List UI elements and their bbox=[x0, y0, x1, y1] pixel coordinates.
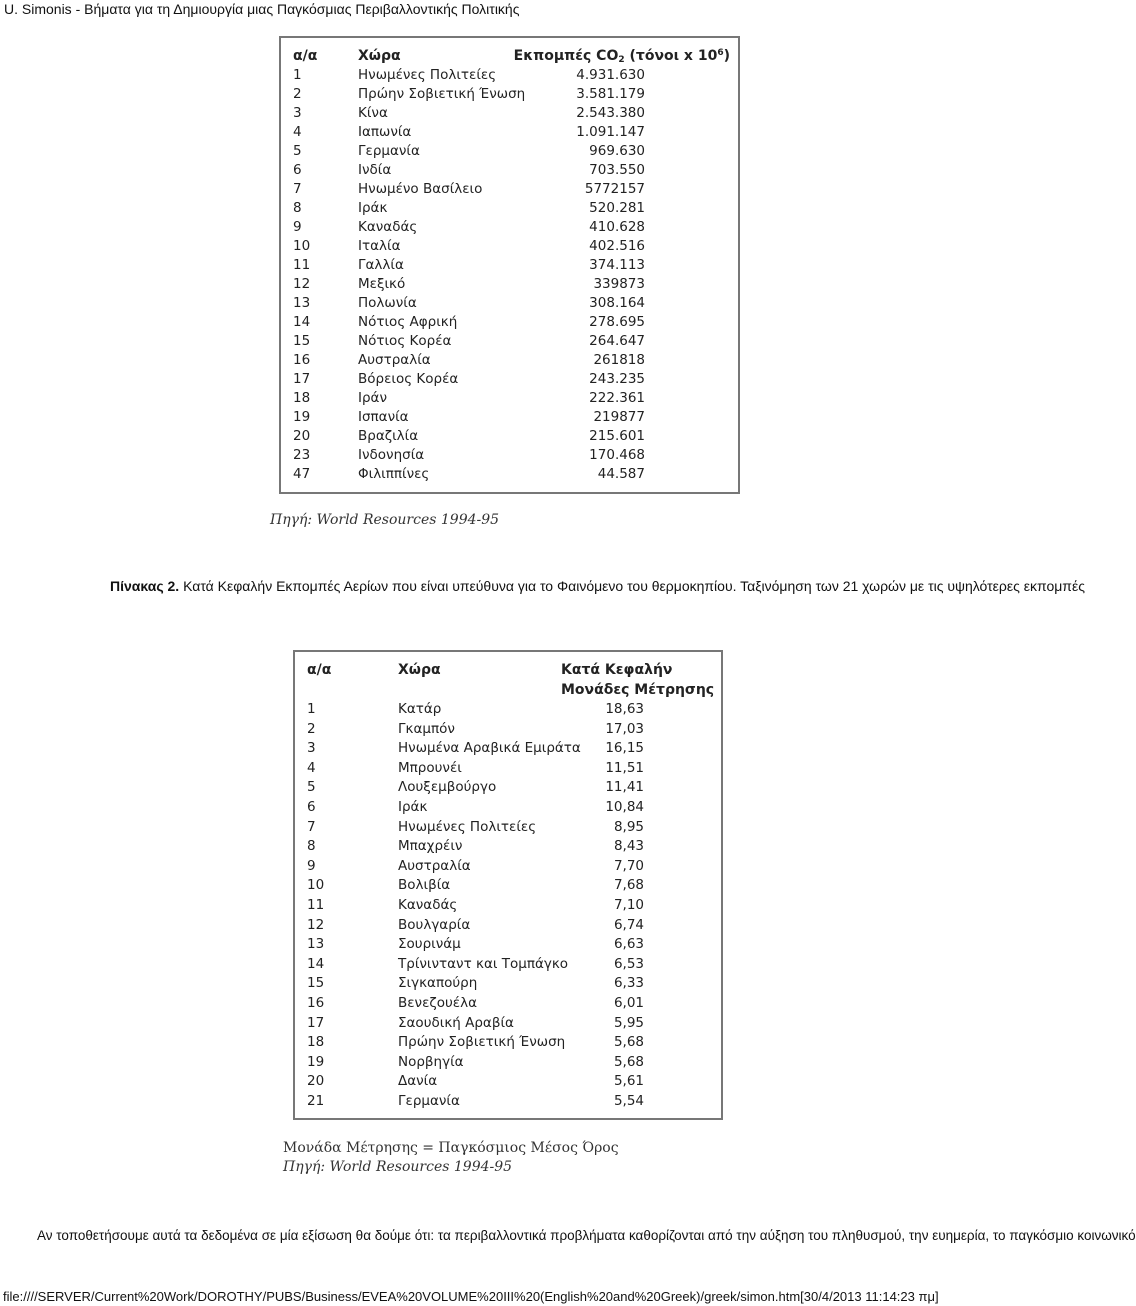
per-capita-emissions-table bbox=[293, 650, 723, 1120]
row-rank: 10 bbox=[307, 877, 325, 894]
table-row bbox=[281, 333, 738, 352]
row-rank: 20 bbox=[293, 428, 311, 444]
table-row bbox=[281, 143, 738, 162]
row-country: Βουλγαρία bbox=[398, 916, 471, 933]
table-row bbox=[295, 721, 721, 740]
row-value: 11,41 bbox=[605, 779, 644, 796]
row-rank: 11 bbox=[307, 897, 325, 913]
row-country: Μεξικό bbox=[358, 276, 406, 292]
row-rank: 12 bbox=[307, 916, 325, 933]
row-rank: 47 bbox=[293, 466, 311, 482]
row-rank: 5 bbox=[293, 143, 302, 159]
table2-source: Πηγή: World Resources 1994-95 bbox=[283, 1159, 513, 1175]
row-value: 7,70 bbox=[613, 857, 644, 874]
row-value: 4.931.630 bbox=[576, 67, 645, 83]
row-rank: 11 bbox=[293, 257, 311, 273]
table-row bbox=[281, 105, 738, 124]
row-value: 520.281 bbox=[589, 200, 645, 216]
table-row bbox=[295, 799, 721, 818]
table-row bbox=[295, 858, 721, 877]
row-rank: 2 bbox=[293, 86, 302, 102]
row-value: 11,51 bbox=[605, 759, 644, 776]
table2-caption: Πίνακας 2. Κατά Κεφαλήν Εκπομπές Αερίων που είναι υπεύθυνα για το Φαινόμενο του θερμοκηπίου. Ταξινόμηση των 21 χωρών με τις υψηλότερες εκπομπές bbox=[110, 578, 1085, 594]
row-country: Λουξεμβούργο bbox=[398, 779, 497, 796]
table2-col-value-line1: Κατά Κεφαλήν bbox=[561, 662, 673, 678]
table-row bbox=[295, 917, 721, 936]
table-row bbox=[295, 995, 721, 1014]
row-country: Τρίνινταντ και Τομπάγκο bbox=[398, 955, 569, 972]
row-rank: 17 bbox=[307, 1014, 325, 1031]
row-rank: 12 bbox=[293, 276, 311, 292]
row-value: 402.516 bbox=[589, 238, 645, 254]
row-rank: 6 bbox=[293, 162, 302, 178]
row-value: 261818 bbox=[593, 352, 645, 368]
row-value: 16,15 bbox=[605, 740, 644, 757]
row-value: 5772157 bbox=[584, 181, 645, 197]
table-row bbox=[295, 1093, 721, 1112]
table1-col-country: Χώρα bbox=[358, 48, 401, 64]
row-country: Γκαμπόν bbox=[398, 720, 455, 737]
row-country: Αυστραλία bbox=[358, 352, 431, 368]
row-value: 5,68 bbox=[613, 1053, 644, 1070]
page-header-title: U. Simonis - Βήματα για τη Δημιουργία μιας Παγκόσμιας Περιβαλλοντικής Πολιτικής bbox=[4, 1, 520, 17]
table-row bbox=[281, 409, 738, 428]
row-value: 6,33 bbox=[613, 975, 644, 992]
row-country: Ηνωμένες Πολιτείες bbox=[398, 818, 537, 835]
row-country: Κίνα bbox=[358, 105, 388, 121]
row-value: 215.601 bbox=[589, 428, 645, 444]
row-country: Ηνωμένο Βασίλειο bbox=[358, 181, 483, 197]
footer-file-path: file:////SERVER/Current%20Work/DOROTHY/PUBS/Business/EVEA%20VOLUME%20III%20(English%20and%20Greek)/greek/simon.htm[30/4/2013 11:14:23 πμ] bbox=[3, 1289, 939, 1304]
table-row bbox=[295, 1054, 721, 1073]
row-country: Ιράκ bbox=[358, 200, 388, 216]
row-value: 6,53 bbox=[613, 955, 644, 972]
row-rank: 7 bbox=[307, 818, 316, 835]
table-row bbox=[295, 819, 721, 838]
row-value: 7,10 bbox=[613, 897, 644, 913]
row-country: Νορβηγία bbox=[398, 1053, 464, 1070]
row-value: 3.581.179 bbox=[576, 86, 645, 102]
table-row bbox=[281, 67, 738, 86]
row-rank: 7 bbox=[293, 181, 302, 197]
row-country: Γερμανία bbox=[398, 1093, 460, 1109]
row-rank: 9 bbox=[293, 219, 302, 235]
table-row bbox=[281, 86, 738, 105]
table2-note: Μονάδα Μέτρησης = Παγκόσμιος Μέσος Όρος bbox=[283, 1140, 619, 1156]
row-rank: 5 bbox=[307, 779, 316, 796]
row-value: 5,54 bbox=[613, 1093, 644, 1109]
table-row bbox=[295, 936, 721, 955]
row-value: 8,95 bbox=[613, 818, 644, 835]
row-rank: 23 bbox=[293, 447, 311, 463]
co2-emissions-table bbox=[279, 36, 740, 494]
row-value: 410.628 bbox=[589, 219, 645, 235]
table-row bbox=[281, 352, 738, 371]
row-rank: 15 bbox=[307, 975, 325, 992]
row-country: Ισπανία bbox=[358, 409, 409, 425]
row-country: Σουρινάμ bbox=[398, 936, 461, 953]
row-country: Γερμανία bbox=[358, 143, 420, 159]
table-row bbox=[281, 257, 738, 276]
row-country: Καναδάς bbox=[398, 897, 458, 913]
row-country: Μπρουνέι bbox=[398, 759, 462, 776]
table-row bbox=[281, 124, 738, 143]
table-row bbox=[281, 390, 738, 409]
table-row bbox=[295, 975, 721, 994]
row-country: Αυστραλία bbox=[398, 857, 471, 874]
row-rank: 19 bbox=[307, 1053, 325, 1070]
row-country: Ινδονησία bbox=[358, 447, 425, 463]
row-value: 219877 bbox=[593, 409, 645, 425]
row-country: Νότιος Αφρική bbox=[358, 314, 458, 330]
row-value: 703.550 bbox=[589, 162, 645, 178]
row-rank: 1 bbox=[307, 701, 316, 717]
row-country: Σαουδική Αραβία bbox=[398, 1014, 514, 1031]
row-country: Μπαχρέιν bbox=[398, 838, 463, 855]
table-row bbox=[281, 447, 738, 466]
row-rank: 13 bbox=[293, 295, 311, 311]
row-rank: 21 bbox=[307, 1093, 325, 1109]
row-value: 243.235 bbox=[589, 371, 645, 387]
row-country: Βενεζουέλα bbox=[398, 995, 477, 1011]
table-row bbox=[295, 877, 721, 896]
row-value: 17,03 bbox=[605, 720, 644, 737]
table2-col-country: Χώρα bbox=[398, 662, 441, 678]
table-row bbox=[295, 838, 721, 857]
table-row bbox=[295, 701, 721, 720]
row-country: Γαλλία bbox=[358, 257, 404, 273]
table-row bbox=[281, 162, 738, 181]
row-country: Ιράκ bbox=[398, 799, 428, 815]
row-country: Ηνωμένα Αραβικά Εμιράτα bbox=[398, 740, 581, 757]
table-row bbox=[281, 371, 738, 390]
row-rank: 16 bbox=[293, 352, 311, 368]
row-value: 8,43 bbox=[613, 838, 644, 855]
row-value: 18,63 bbox=[605, 701, 644, 717]
row-value: 374.113 bbox=[589, 257, 645, 273]
table-row bbox=[295, 956, 721, 975]
table-row bbox=[295, 779, 721, 798]
row-rank: 14 bbox=[293, 314, 311, 330]
table1-col-value: Εκπομπές $CO_2$ (τόνοι x $10^6$) bbox=[513, 48, 730, 65]
table-row bbox=[295, 1034, 721, 1053]
row-country: Βόρειος Κορέα bbox=[358, 371, 459, 387]
row-value: 5,95 bbox=[613, 1014, 644, 1031]
row-value: 6,74 bbox=[613, 916, 644, 933]
row-rank: 2 bbox=[307, 720, 316, 737]
table-row bbox=[295, 1073, 721, 1092]
table1-col-rank: α/α bbox=[293, 48, 318, 64]
row-rank: 1 bbox=[293, 67, 302, 83]
table2-col-rank: α/α bbox=[307, 662, 332, 678]
row-country: Φιλιππίνες bbox=[358, 466, 430, 482]
row-country: Βολιβία bbox=[398, 877, 451, 894]
table-row bbox=[281, 466, 738, 485]
row-value: 264.647 bbox=[589, 333, 645, 349]
table-row bbox=[281, 314, 738, 333]
row-rank: 16 bbox=[307, 995, 325, 1011]
row-country: Κατάρ bbox=[398, 701, 442, 717]
row-country: Νότιος Κορέα bbox=[358, 333, 452, 349]
row-rank: 8 bbox=[307, 838, 316, 855]
row-country: Ηνωμένες Πολιτείες bbox=[358, 67, 497, 83]
row-country: Δανία bbox=[398, 1073, 438, 1090]
row-value: 2.543.380 bbox=[576, 105, 645, 121]
row-country: Ινδία bbox=[358, 162, 392, 178]
row-value: 969.630 bbox=[589, 143, 645, 159]
row-value: 222.361 bbox=[589, 390, 645, 406]
row-value: 308.164 bbox=[589, 295, 645, 311]
row-rank: 9 bbox=[307, 857, 316, 874]
row-value: 44.587 bbox=[597, 466, 645, 482]
table2-col-value-line2: Μονάδες Μέτρησης bbox=[561, 682, 715, 698]
row-country: Βραζιλία bbox=[358, 428, 419, 444]
row-value: 7,68 bbox=[613, 877, 644, 894]
row-rank: 18 bbox=[293, 390, 311, 406]
row-value: 170.468 bbox=[589, 447, 645, 463]
table-row bbox=[281, 181, 738, 200]
row-country: Πρώην Σοβιετική Ένωση bbox=[358, 86, 526, 102]
row-rank: 4 bbox=[293, 124, 302, 140]
row-rank: 14 bbox=[307, 955, 325, 972]
table-row bbox=[281, 200, 738, 219]
table-row bbox=[295, 760, 721, 779]
table-row bbox=[281, 238, 738, 257]
row-rank: 18 bbox=[307, 1034, 325, 1051]
row-value: 278.695 bbox=[589, 314, 645, 330]
table-row bbox=[281, 219, 738, 238]
row-rank: 17 bbox=[293, 371, 311, 387]
table-row bbox=[281, 276, 738, 295]
row-rank: 3 bbox=[293, 105, 302, 121]
row-rank: 20 bbox=[307, 1073, 325, 1090]
row-country: Σιγκαπούρη bbox=[398, 975, 478, 992]
table-row bbox=[295, 740, 721, 759]
row-rank: 19 bbox=[293, 409, 311, 425]
row-country: Καναδάς bbox=[358, 219, 418, 235]
row-country: Πρώην Σοβιετική Ένωση bbox=[398, 1034, 566, 1051]
table-row bbox=[281, 428, 738, 447]
row-value: 339873 bbox=[593, 276, 645, 292]
row-country: Ιαπωνία bbox=[358, 124, 412, 140]
row-country: Ιράν bbox=[358, 390, 387, 406]
row-rank: 13 bbox=[307, 936, 325, 953]
row-country: Πολωνία bbox=[358, 295, 417, 311]
row-rank: 10 bbox=[293, 238, 311, 254]
table-row bbox=[295, 897, 721, 916]
row-country: Ιταλία bbox=[358, 238, 401, 254]
row-rank: 15 bbox=[293, 333, 311, 349]
row-value: 10,84 bbox=[605, 799, 644, 815]
row-value: 6,01 bbox=[613, 995, 644, 1011]
body-paragraph: Αν τοποθετήσουμε αυτά τα δεδομένα σε μία εξίσωση θα δούμε ότι: τα περιβαλλοντικά προβλήματα καθορίζονται από την αύξηση του πληθυσμού, την ευημερία, το παγκόσμιο κοινωνικό bbox=[37, 1228, 1136, 1243]
row-rank: 6 bbox=[307, 799, 316, 815]
row-rank: 3 bbox=[307, 740, 316, 757]
row-rank: 8 bbox=[293, 200, 302, 216]
row-rank: 4 bbox=[307, 759, 316, 776]
table-row bbox=[281, 295, 738, 314]
row-value: 5,61 bbox=[613, 1073, 644, 1090]
table-row bbox=[295, 1015, 721, 1034]
row-value: 5,68 bbox=[613, 1034, 644, 1051]
row-value: 1.091.147 bbox=[576, 124, 645, 140]
row-value: 6,63 bbox=[613, 936, 644, 953]
table1-source: Πηγή: World Resources 1994-95 bbox=[270, 512, 500, 528]
